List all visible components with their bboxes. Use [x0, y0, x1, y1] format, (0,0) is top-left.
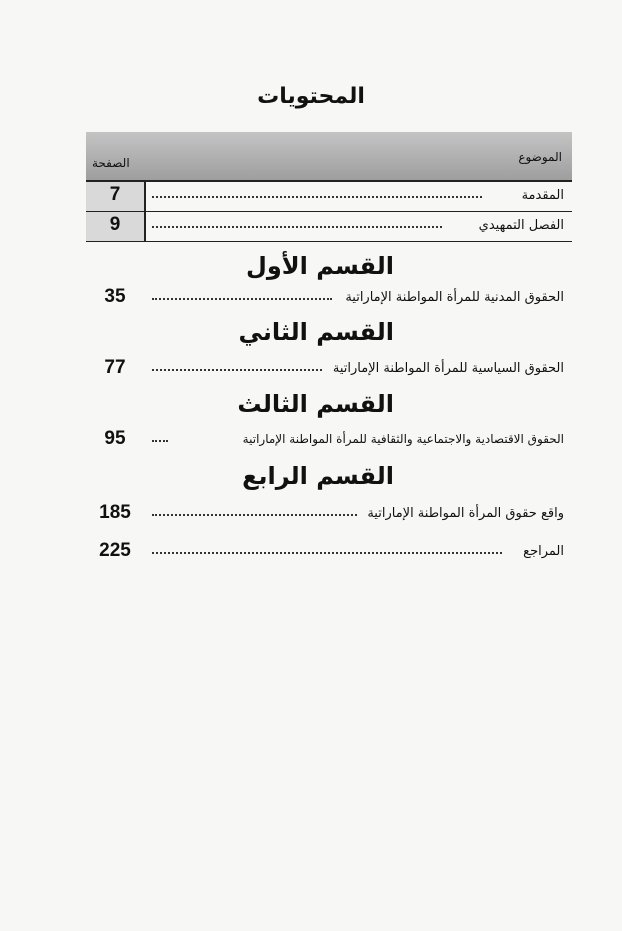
leader-dots [152, 196, 482, 198]
leader-dots [152, 514, 357, 516]
leader-dots [152, 226, 442, 228]
entry-label: الفصل التمهيدي [478, 218, 564, 233]
entry-label: الحقوق الاقتصادية والاجتماعية والثقافية للمرأة المواطنة الإماراتية [242, 432, 564, 446]
section-heading-4: القسم الرابع [242, 462, 394, 490]
toc-entry-civil-rights[interactable] [86, 284, 572, 314]
entry-label: المراجع [523, 544, 564, 559]
page-title: المحتويات [257, 84, 365, 109]
section-heading-1: القسم الأول [246, 252, 394, 280]
toc-entry-reality-of-rights[interactable] [86, 500, 572, 530]
leader-dots [152, 298, 332, 300]
section-heading-2: القسم الثاني [238, 318, 394, 346]
leader-dots [152, 552, 502, 554]
entry-page-number: 77 [104, 357, 126, 378]
section-heading-3: القسم الثالث [237, 390, 394, 418]
toc-entry-preliminary-chapter[interactable] [86, 212, 572, 242]
header-topic: الموضوع [518, 150, 562, 164]
entry-label: الحقوق المدنية للمرأة المواطنة الإماراتية [345, 290, 564, 305]
leader-dots [152, 369, 322, 371]
entry-label: واقع حقوق المرأة المواطنة الإماراتية [367, 506, 564, 521]
entry-page-number: 35 [104, 286, 126, 307]
toc-entry-introduction[interactable] [86, 182, 572, 212]
entry-page-number: 7 [109, 184, 121, 205]
entry-label: المقدمة [521, 188, 564, 203]
entry-page-number: 225 [99, 540, 131, 561]
entry-label: الحقوق السياسية للمرأة المواطنة الإماراتية [332, 361, 564, 376]
table-header [86, 132, 572, 182]
entry-page-number: 95 [104, 428, 126, 449]
entry-page-number: 185 [99, 502, 131, 523]
header-page: الصفحة [92, 156, 130, 170]
toc-entry-political-rights[interactable] [86, 355, 572, 385]
toc-entry-references[interactable] [86, 538, 572, 568]
leader-dots [152, 440, 168, 442]
toc-entry-economic-social-cultural-rights[interactable] [86, 426, 572, 456]
entry-page-number: 9 [109, 214, 121, 235]
